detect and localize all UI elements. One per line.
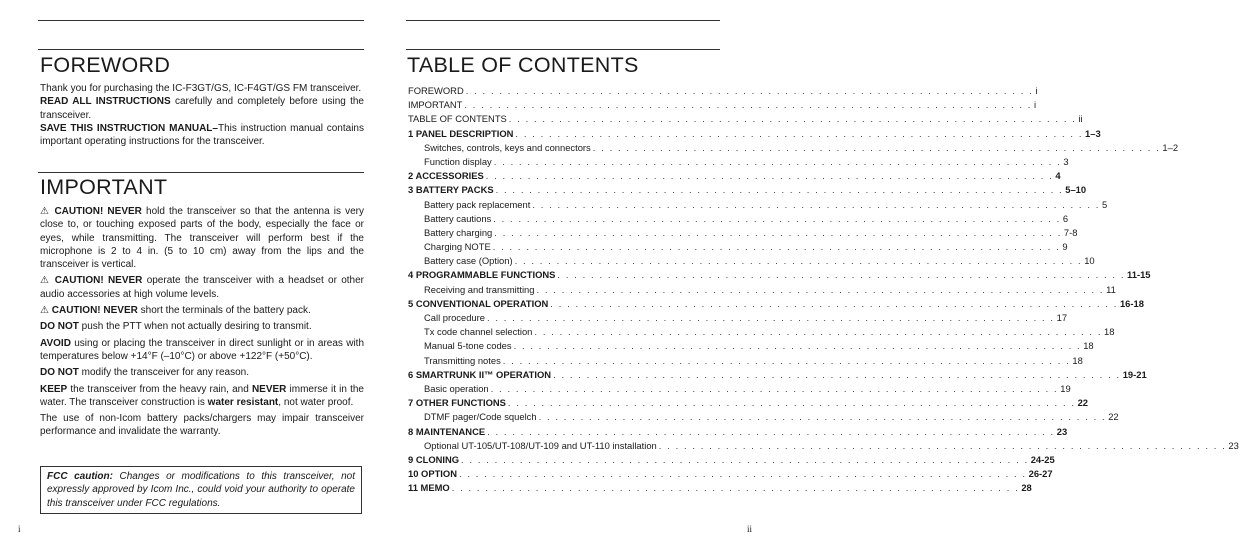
table-of-contents	[408, 84, 1239, 495]
important-item	[40, 337, 364, 364]
toc-entry-page: 22	[1108, 411, 1119, 423]
toc-entry-label: 5 CONVENTIONAL OPERATION	[408, 297, 549, 309]
toc-entry[interactable]	[408, 467, 1053, 481]
toc-entry-page: 1–3	[1085, 127, 1101, 139]
dot-leader: . . . . . . . . . . . . . . . . . . . . . . . . . . . . . . . . . . . . . . . . . . . . . . . . . . . . . . . . . . . . . . . . . . . .	[487, 425, 1055, 437]
toc-entry-label: Transmitting notes	[424, 354, 501, 366]
toc-entry-page: 18	[1072, 354, 1083, 366]
foreword-title: FOREWORD	[40, 53, 171, 77]
toc-entry[interactable]	[408, 198, 1108, 212]
toc-entry-page: 1–2	[1162, 141, 1179, 153]
text: using or placing the transceiver in direct sunlight or in areas with temperatures below +14°F (–10°C) or above +122°F (+50°C).	[40, 337, 364, 362]
important-item	[40, 366, 364, 379]
toc-entry-page: 23	[1228, 439, 1239, 451]
toc-entry-page: 4	[1055, 170, 1061, 182]
toc-entry-page: ii	[1078, 113, 1083, 125]
text: , not water proof.	[278, 396, 354, 408]
emphasis: NEVER	[251, 383, 287, 395]
toc-entry-page: 23	[1056, 425, 1068, 437]
toc-entry-label: 6 SMARTRUNK II™ OPERATION	[408, 368, 552, 380]
toc-entry-label: Optional UT-105/UT-108/UT-109 and UT-110 installation	[424, 439, 657, 451]
toc-entry[interactable]	[408, 226, 1078, 240]
toc-entry-label: 8 MAINTENANCE	[408, 425, 486, 437]
emphasis: CAUTION! NEVER	[54, 275, 143, 287]
toc-entry-label: DTMF pager/Code squelch	[424, 411, 537, 423]
dot-leader: . . . . . . . . . . . . . . . . . . . . . . . . . . . . . . . . . . . . . . . . . . . . . . . . . . . . . . . . . . . . . . . . . . . .	[495, 184, 1064, 196]
toc-entry-label: Battery pack replacement	[424, 198, 531, 210]
toc-entry[interactable]	[408, 169, 1061, 183]
emphasis: FCC caution:	[47, 471, 113, 482]
toc-entry[interactable]	[408, 127, 1101, 141]
toc-entry[interactable]	[408, 141, 1179, 155]
toc-entry-label: Battery cautions	[424, 212, 492, 224]
foreword-paragraph	[40, 95, 364, 122]
toc-rule	[406, 49, 720, 50]
page-number: ii	[746, 524, 752, 534]
toc-entry[interactable]	[408, 112, 1083, 126]
dot-leader: . . . . . . . . . . . . . . . . . . . . . . . . . . . . . . . . . . . . . . . . . . . . . . . . . . . . . . . . . . . . . . . . . . . .	[557, 269, 1126, 281]
toc-entry-label: 4 PROGRAMMABLE FUNCTIONS	[408, 269, 556, 281]
dot-leader: . . . . . . . . . . . . . . . . . . . . . . . . . . . . . . . . . . . . . . . . . . . . . . . . . . . . . . . . . . . . . . . . . . . .	[493, 212, 1061, 224]
toc-entry-label: Battery charging	[424, 226, 493, 238]
toc-entry[interactable]	[408, 155, 1069, 169]
toc-entry-page: 5	[1101, 198, 1108, 210]
toc-entry-page: 16-18	[1119, 297, 1144, 309]
text: hold the transceiver so that the antenna is very close to, or touching exposed parts of the body, especially the face or eyes, while transmitting. The transceiver will perform best if the microphone is 2 to 4 in. (5 to 10 cm) away from the lips and the transceiver is vertical.	[40, 206, 365, 271]
important-item	[40, 320, 364, 333]
warning-icon: ⚠	[40, 305, 49, 317]
toc-entry-page: 24-25	[1030, 453, 1055, 465]
toc-entry-label: FOREWORD	[408, 85, 464, 96]
toc-entry[interactable]	[408, 254, 1095, 268]
toc-entry-page: 19-21	[1122, 368, 1147, 380]
dot-leader: . . . . . . . . . . . . . . . . . . . . . . . . . . . . . . . . . . . . . . . . . . . . . . . . . . . . . . . . . . . . . . . . . . . .	[550, 297, 1118, 309]
toc-entry-label: 11 MEMO	[408, 482, 450, 494]
toc-entry-page: 3	[1063, 155, 1069, 167]
important-item: The use of non-Icom battery packs/chargers may impair transceiver performance and invalidate the warranty.	[40, 413, 364, 438]
important-body	[40, 205, 364, 439]
emphasis: KEEP	[40, 383, 68, 395]
dot-leader: . . . . . . . . . . . . . . . . . . . . . . . . . . . . . . . . . . . . . . . . . . . . . . . . . . . . . . . . . . . . . . . . . . . .	[513, 340, 1082, 352]
dot-leader: . . . . . . . . . . . . . . . . . . . . . . . . . . . . . . . . . . . . . . . . . . . . . . . . . . . . . . . . . . . . . . . . . . . .	[486, 312, 1055, 323]
dot-leader: . . . . . . . . . . . . . . . . . . . . . . . . . . . . . . . . . . . . . . . . . . . . . . . . . . . . . . . . . . . . . . . . . . . .	[451, 482, 1020, 494]
toc-entry[interactable]	[408, 311, 1068, 325]
toc-entry[interactable]	[408, 396, 1088, 410]
dot-leader: . . . . . . . . . . . . . . . . . . . . . . . . . . . . . . . . . . . . . . . . . . . . . . . . . . . . . . . . . . . . . . . . . . . .	[493, 155, 1062, 167]
text: modify the transceiver for any reason.	[78, 367, 249, 379]
text: This instruction manual contains important operating instructions for the transceiver.	[40, 122, 364, 148]
emphasis: CAUTION! NEVER	[51, 305, 138, 317]
toc-entry-label: TABLE OF CONTENTS	[408, 113, 507, 125]
toc-entry-page: 11-15	[1127, 269, 1151, 281]
warning-icon: ⚠	[40, 206, 51, 217]
text: Changes or modifications to this transceiver, not expressly approved by Icom Inc., could void your authority to operate this transceiver under FCC regulations.	[47, 471, 355, 509]
toc-entry-label: 7 OTHER FUNCTIONS	[408, 397, 506, 409]
toc-entry[interactable]	[408, 354, 1083, 368]
toc-title: TABLE OF CONTENTS	[407, 53, 639, 77]
toc-entry-label: Tx code channel selection	[424, 326, 533, 338]
right-page	[406, 0, 1239, 543]
toc-entry-page: 7-8	[1063, 226, 1078, 238]
dot-leader: . . . . . . . . . . . . . . . . . . . . . . . . . . . . . . . . . . . . . . . . . . . . . . . . . . . . . . . . . . . . . . . . . . . .	[536, 283, 1105, 295]
toc-entry[interactable]	[408, 368, 1147, 382]
toc-entry[interactable]	[408, 382, 1071, 396]
dot-leader: . . . . . . . . . . . . . . . . . . . . . . . . . . . . . . . . . . . . . . . . . . . . . . . . . . . . . . . . . . . . . . . . . . . .	[515, 127, 1084, 139]
toc-entry-page: 17	[1056, 312, 1068, 323]
toc-entry-page: 18	[1104, 326, 1115, 338]
toc-entry[interactable]	[408, 240, 1068, 254]
toc-entry-label: Receiving and transmitting	[424, 283, 535, 295]
text: the transceiver from the heavy rain, and	[67, 383, 252, 395]
toc-entry-page: 5–10	[1065, 184, 1087, 196]
foreword-paragraph	[40, 122, 364, 149]
toc-entry-page: i	[1033, 99, 1037, 111]
toc-entry-page: 10	[1084, 255, 1095, 267]
toc-entry-label: Function display	[424, 155, 492, 167]
important-item	[40, 383, 364, 410]
toc-entry-page: 28	[1021, 482, 1032, 494]
toc-entry[interactable]	[408, 283, 1116, 297]
dot-leader: . . . . . . . . . . . . . . . . . . . . . . . . . . . . . . . . . . . . . . . . . . . . . . . . . . . . . . . . . . . . . . . . . . . .	[532, 198, 1100, 210]
toc-entry-label: Switches, controls, keys and connectors	[424, 141, 591, 153]
toc-entry-page: 11	[1106, 283, 1116, 295]
toc-entry-label: 9 CLONING	[408, 453, 460, 465]
text: push the PTT when not actually desiring to transmit.	[78, 321, 312, 333]
text: immerse it in the water. The transceiver construction is	[40, 383, 364, 408]
toc-entry-label: 3 BATTERY PACKS	[408, 184, 494, 196]
toc-entry-label: Battery case (Option)	[424, 255, 513, 267]
emphasis: READ ALL INSTRUCTIONS	[40, 96, 171, 108]
toc-entry-page: 19	[1060, 382, 1071, 394]
emphasis: SAVE THIS INSTRUCTION MANUAL–	[40, 122, 218, 134]
toc-entry[interactable]	[408, 481, 1032, 495]
toc-entry[interactable]	[408, 339, 1094, 353]
toc-entry[interactable]	[408, 325, 1115, 339]
important-item	[40, 205, 364, 271]
toc-entry-label: Basic operation	[424, 382, 489, 394]
emphasis: AVOID	[40, 337, 71, 349]
dot-leader: . . . . . . . . . . . . . . . . . . . . . . . . . . . . . . . . . . . . . . . . . . . . . . . . . . . . . . . . . . . . . . . . . . . .	[494, 226, 1062, 238]
dot-leader: . . . . . . . . . . . . . . . . . . . . . . . . . . . . . . . . . . . . . . . . . . . . . . . . . . . . . . . . . . . . . . . . . . . .	[465, 85, 1034, 96]
dot-leader: . . . . . . . . . . . . . . . . . . . . . . . . . . . . . . . . . . . . . . . . . . . . . . . . . . . . . . . . . . . . . . . . . . . .	[485, 170, 1054, 182]
toc-entry[interactable]	[408, 84, 1038, 98]
warning-icon: ⚠	[40, 275, 51, 287]
text: carefully and completely before using the transceiver.	[40, 96, 364, 121]
dot-leader: . . . . . . . . . . . . . . . . . . . . . . . . . . . . . . . . . . . . . . . . . . . . . . . . . . . . . . . . . . . . . . . . . . . .	[492, 241, 1061, 253]
toc-entry-page: 6	[1062, 212, 1069, 224]
top-rule	[38, 20, 364, 21]
foreword-paragraph: Thank you for purchasing the IC-F3GT/GS, IC-F4GT/GS FM transceiver.	[40, 83, 362, 94]
toc-entry-label: 2 ACCESSORIES	[408, 170, 484, 182]
toc-entry[interactable]	[408, 439, 1239, 453]
toc-entry-label: Call procedure	[424, 312, 485, 323]
toc-entry-label: Charging NOTE	[424, 241, 491, 253]
toc-entry-label: 1 PANEL DESCRIPTION	[408, 127, 514, 139]
foreword-rule	[38, 49, 364, 50]
toc-entry[interactable]	[408, 268, 1151, 282]
toc-entry-label: Manual 5-tone codes	[424, 340, 512, 352]
toc-entry-page: i	[1035, 85, 1038, 96]
toc-entry-label: 10 OPTION	[408, 468, 457, 480]
fcc-caution-box	[40, 466, 362, 514]
toc-entry-page: 26-27	[1028, 468, 1053, 480]
toc-entry[interactable]	[408, 183, 1087, 197]
emphasis: DO NOT	[40, 367, 79, 379]
toc-entry-page: 22	[1077, 397, 1088, 409]
dot-leader: . . . . . . . . . . . . . . . . . . . . . . . . . . . . . . . . . . . . . . . . . . . . . . . . . . . . . . . . . . . . . . . . . . . .	[658, 439, 1227, 451]
dot-leader: . . . . . . . . . . . . . . . . . . . . . . . . . . . . . . . . . . . . . . . . . . . . . . . . . . . . . . . . . . . . . . . . . . . .	[538, 411, 1107, 423]
important-title: IMPORTANT	[40, 175, 168, 199]
dot-leader: . . . . . . . . . . . . . . . . . . . . . . . . . . . . . . . . . . . . . . . . . . . . . . . . . . . . . . . . . . . . . . . . . . . .	[490, 382, 1059, 394]
dot-leader: . . . . . . . . . . . . . . . . . . . . . . . . . . . . . . . . . . . . . . . . . . . . . . . . . . . . . . . . . . . . . . . . . . . .	[464, 99, 1032, 111]
dot-leader: . . . . . . . . . . . . . . . . . . . . . . . . . . . . . . . . . . . . . . . . . . . . . . . . . . . . . . . . . . . . . . . . . . . .	[592, 141, 1161, 153]
toc-entry[interactable]	[408, 425, 1068, 439]
dot-leader: . . . . . . . . . . . . . . . . . . . . . . . . . . . . . . . . . . . . . . . . . . . . . . . . . . . . . . . . . . . . . . . . . . . .	[461, 453, 1029, 465]
dot-leader: . . . . . . . . . . . . . . . . . . . . . . . . . . . . . . . . . . . . . . . . . . . . . . . . . . . . . . . . . . . . . . . . . . . .	[502, 354, 1071, 366]
toc-entry[interactable]	[408, 98, 1037, 112]
important-item	[40, 274, 364, 301]
dot-leader: . . . . . . . . . . . . . . . . . . . . . . . . . . . . . . . . . . . . . . . . . . . . . . . . . . . . . . . . . . . . . . . . . . . .	[507, 397, 1076, 409]
toc-entry[interactable]	[408, 410, 1119, 424]
emphasis: DO NOT	[40, 321, 79, 333]
dot-leader: . . . . . . . . . . . . . . . . . . . . . . . . . . . . . . . . . . . . . . . . . . . . . . . . . . . . . . . . . . . . . . . . . . . .	[553, 368, 1121, 380]
dot-leader: . . . . . . . . . . . . . . . . . . . . . . . . . . . . . . . . . . . . . . . . . . . . . . . . . . . . . . . . . . . . . . . . . . . .	[534, 326, 1103, 338]
top-rule	[406, 20, 720, 21]
emphasis: water resistant	[207, 396, 279, 408]
important-rule	[38, 172, 364, 173]
toc-entry[interactable]	[408, 453, 1055, 467]
toc-entry[interactable]	[408, 297, 1144, 311]
toc-entry-label: IMPORTANT	[408, 99, 463, 111]
toc-entry-page: 18	[1083, 340, 1094, 352]
toc-entry[interactable]	[408, 212, 1069, 226]
toc-entry-page: 9	[1062, 241, 1068, 253]
dot-leader: . . . . . . . . . . . . . . . . . . . . . . . . . . . . . . . . . . . . . . . . . . . . . . . . . . . . . . . . . . . . . . . . . . . .	[508, 113, 1077, 125]
important-item	[40, 304, 364, 317]
text: short the terminals of the battery pack.	[137, 305, 311, 317]
dot-leader: . . . . . . . . . . . . . . . . . . . . . . . . . . . . . . . . . . . . . . . . . . . . . . . . . . . . . . . . . . . . . . . . . . . .	[514, 255, 1083, 267]
left-page	[18, 0, 365, 543]
text: operate the transceiver with a headset or other audio accessories at high volume levels.	[40, 275, 365, 300]
page-number: i	[18, 524, 21, 534]
dot-leader: . . . . . . . . . . . . . . . . . . . . . . . . . . . . . . . . . . . . . . . . . . . . . . . . . . . . . . . . . . . . . . . . . . . .	[458, 468, 1027, 480]
emphasis: CAUTION! NEVER	[54, 206, 142, 217]
foreword-body	[40, 82, 364, 148]
